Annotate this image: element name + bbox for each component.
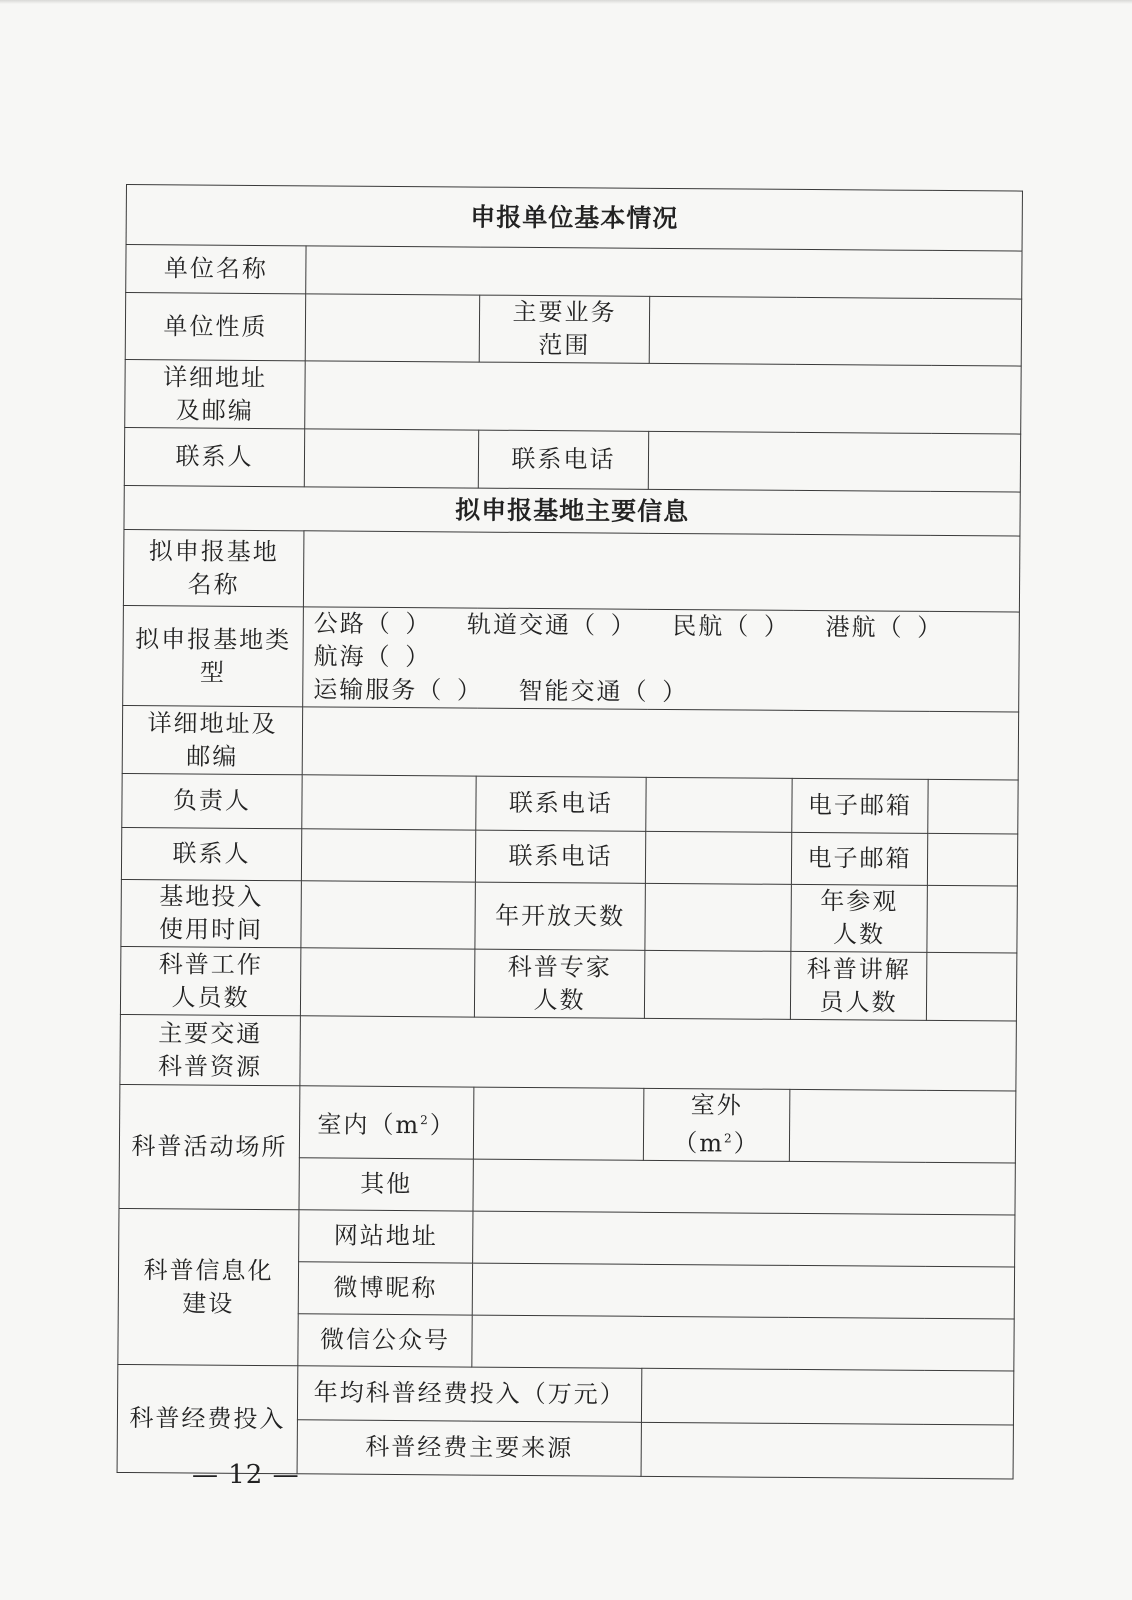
section-title-base-main-info: 拟申报基地主要信息 [124,485,1020,536]
application-form-table [117,184,1024,1480]
person-in-charge-phone-field[interactable] [646,777,792,832]
website-field[interactable] [473,1211,1015,1267]
wechat-field[interactable] [472,1315,1014,1371]
base-contact-email-field[interactable] [927,833,1017,886]
business-scope-field[interactable] [649,296,1022,366]
annual-visitors-label: 年参观 人数 [791,884,927,952]
unit-address-field[interactable] [305,361,1022,434]
base-contact-field[interactable] [301,829,475,882]
annual-visitors-field[interactable] [927,885,1018,953]
open-days-label: 年开放天数 [475,882,645,950]
section-title-unit-basic-info: 申报单位基本情况 [126,185,1022,252]
type-option-navigation[interactable]: 航海（ ） [313,642,432,672]
guide-count-field[interactable] [926,952,1017,1021]
scan-top-edge [0,0,1132,4]
type-option-rail-transit[interactable]: 轨道交通（ ） [466,610,637,640]
expert-count-field[interactable] [644,950,790,1019]
outdoor-area-label: 室外$(m^2)$ [643,1088,790,1161]
science-resources-field[interactable] [300,1016,1017,1091]
activity-venue-label: 科普活动场所 [119,1084,300,1209]
type-option-highway[interactable]: 公路（ ） [313,609,432,639]
funding-source-field[interactable] [641,1422,1013,1479]
person-in-charge-field[interactable] [302,775,476,830]
business-scope-label: 主要业务 范围 [479,295,649,363]
staff-count-label: 科普工作 人员数 [120,946,300,1015]
base-address-field[interactable] [302,707,1019,780]
person-in-charge-label: 负责人 [122,773,302,828]
informatization-label: 科普信息化 建设 [118,1208,299,1365]
unit-phone-label: 联系电话 [478,430,648,489]
base-type-label: 拟申报基地类 型 [123,605,304,706]
indoor-area-field[interactable] [473,1087,644,1160]
other-venue-label: 其他 [299,1158,473,1211]
other-venue-field[interactable] [473,1159,1015,1215]
unit-name-label: 单位名称 [126,245,306,294]
funding-source-label: 科普经费主要来源 [297,1420,641,1477]
outdoor-area-field[interactable] [789,1089,1016,1163]
website-label: 网站地址 [299,1210,473,1263]
annual-funding-field[interactable] [641,1368,1013,1425]
base-start-time-field[interactable] [301,881,475,949]
base-address-label: 详细地址及 邮编 [122,705,302,774]
person-in-charge-email-label: 电子邮箱 [792,778,928,833]
guide-count-label: 科普讲解 员人数 [790,951,926,1020]
person-in-charge-phone-label: 联系电话 [476,776,646,831]
base-name-label: 拟申报基地 名称 [123,529,304,606]
indoor-area-label: 室内$(m^2)$ [299,1086,474,1159]
type-option-transport-service[interactable]: 运输服务（ ） [313,675,484,705]
science-resources-label: 主要交通 科普资源 [120,1014,301,1085]
weibo-label: 微博昵称 [298,1262,472,1315]
base-name-field[interactable] [303,531,1020,612]
base-contact-email-label: 电子邮箱 [791,832,927,885]
unit-contact-field[interactable] [304,429,478,488]
unit-name-field[interactable] [306,246,1022,299]
annual-funding-label: 年均科普经费投入（万元） [297,1366,641,1423]
unit-phone-field[interactable] [648,431,1020,492]
unit-address-label: 详细地址 及邮编 [125,359,305,428]
base-contact-phone-field[interactable] [645,831,791,884]
base-contact-label: 联系人 [121,827,301,880]
type-option-civil-aviation[interactable]: 民航（ ） [672,612,791,641]
type-option-smart-transport[interactable]: 智能交通（ ） [518,676,689,707]
open-days-field[interactable] [645,883,791,951]
funding-label: 科普经费投入 [117,1364,298,1473]
base-contact-phone-label: 联系电话 [475,830,645,883]
unit-contact-label: 联系人 [124,427,304,486]
type-option-port-shipping[interactable]: 港航（ ） [825,613,944,643]
wechat-label: 微信公众号 [298,1314,472,1367]
person-in-charge-email-field[interactable] [928,779,1018,834]
unit-nature-field[interactable] [305,294,479,362]
base-start-time-label: 基地投入 使用时间 [121,879,301,947]
base-type-options [303,607,1020,712]
expert-count-label: 科普专家 人数 [474,949,644,1018]
staff-count-field[interactable] [300,948,474,1017]
page-number: — 12 — [192,1460,300,1490]
weibo-field[interactable] [472,1263,1014,1319]
unit-nature-label: 单位性质 [125,293,305,361]
